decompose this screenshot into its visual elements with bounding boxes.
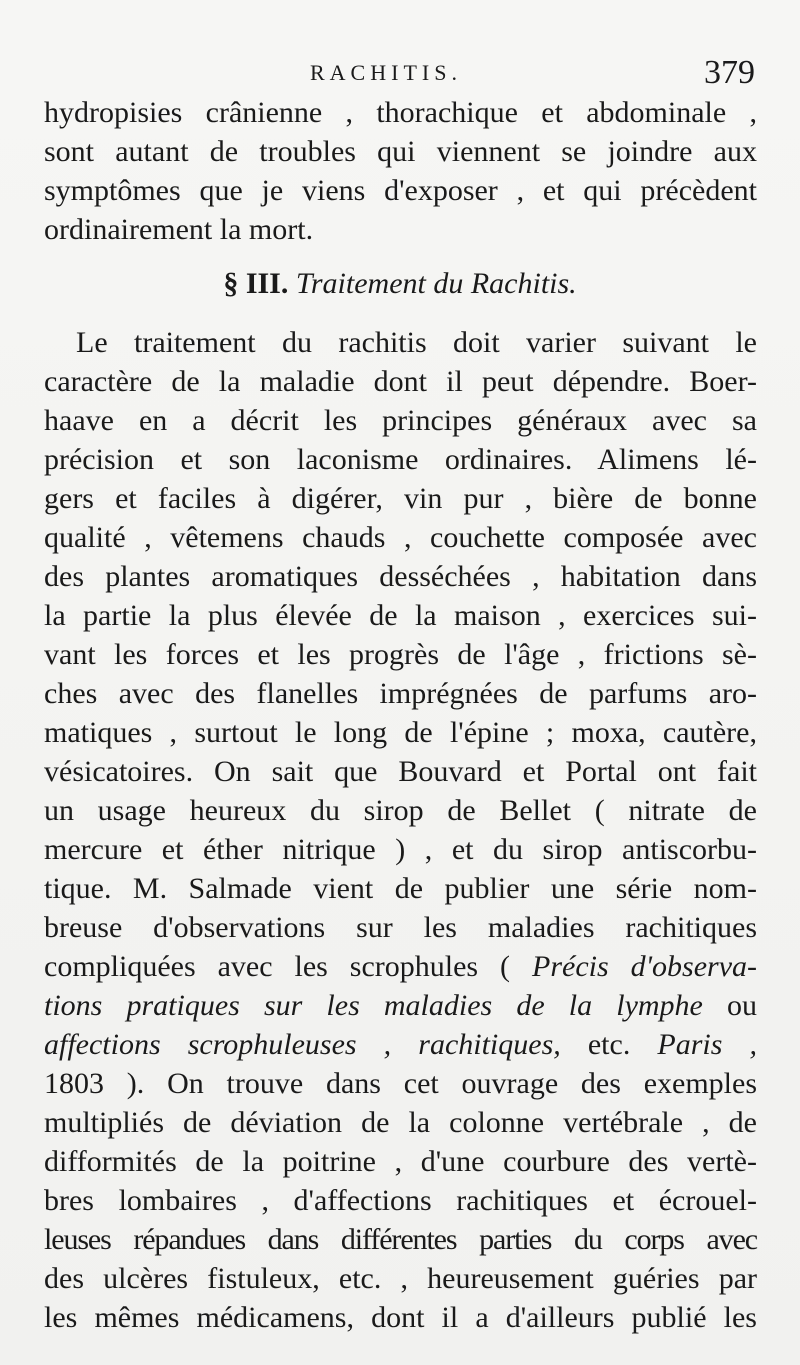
text-line: tique. M. Salmade vient de publier une série nom- — [44, 872, 757, 905]
text-line: breuse d'observations sur les maladies rachitiques — [44, 911, 757, 944]
text-line: hydropisies crânienne , thorachique et abdominale , — [44, 96, 757, 129]
text-line: des ulcères fistuleux, etc. , heureusement guéries par — [44, 1262, 757, 1295]
text-line: sont autant de troubles qui viennent se joindre aux — [44, 135, 757, 168]
page-number: 379 — [704, 54, 755, 91]
section-number: § III. — [223, 267, 289, 300]
text-line: matiques , surtout le long de l'épine ; moxa, cautère, — [44, 716, 757, 749]
section-title: Traitement du Rachitis. — [295, 267, 577, 300]
citation-title: Précis d'observa- — [532, 950, 758, 983]
citation-place: Paris , — [657, 1028, 758, 1061]
text-line: symptômes que je viens d'exposer , et qui précèdent — [44, 174, 757, 207]
text-line — [44, 987, 757, 1025]
running-title: RACHITIS. — [310, 60, 462, 85]
text-line — [44, 1026, 757, 1064]
citation-title: tions pratiques sur les maladies de la lymphe — [44, 989, 703, 1022]
line-text: etc. — [587, 1028, 631, 1061]
line-text: ou — [727, 989, 758, 1022]
text-line — [44, 948, 757, 986]
text-line: un usage heureux du sirop de Bellet ( nitrate de — [44, 794, 757, 827]
text-line: ches avec des flanelles imprégnées de parfums aro- — [44, 677, 757, 710]
text-line: qualité , vêtemens chauds , couchette composée avec — [44, 521, 757, 554]
text-line: ordinairement la mort. — [44, 213, 314, 246]
text-line: les mêmes médicamens, dont il a d'ailleurs publié les — [44, 1301, 757, 1334]
text-line: vésicatoires. On sait que Bouvard et Portal ont fait — [44, 755, 757, 788]
text-line: multipliés de déviation de la colonne vertébrale , de — [44, 1106, 757, 1139]
text-line: gers et faciles à digérer, vin pur , bière de bonne — [44, 482, 757, 515]
text-line: haave en a décrit les principes généraux avec sa — [44, 404, 757, 437]
text-line: précision et son laconisme ordinaires. Alimens lé- — [44, 443, 757, 476]
paragraph-first-line: Le traitement du rachitis doit varier suivant le — [76, 326, 757, 359]
text-line: 1803 ). On trouve dans cet ouvrage des exemples — [44, 1067, 757, 1100]
text-line: des plantes aromatiques desséchées , habitation dans — [44, 560, 757, 593]
text-line: leuses répandues dans différentes parties du corps avec — [44, 1223, 757, 1256]
citation-title: affections scrophuleuses , rachitiques, — [44, 1028, 561, 1061]
text-line: mercure et éther nitrique ) , et du sirop antiscorbu- — [44, 833, 757, 866]
line-text: compliquées avec les scrophules ( — [44, 950, 511, 983]
text-line: la partie la plus élevée de la maison , exercices sui- — [44, 599, 757, 632]
text-line: difformités de la poitrine , d'une courbure des vertè- — [44, 1145, 757, 1178]
text-line: bres lombaires , d'affections rachitiques et écrouel- — [44, 1184, 757, 1217]
text-line: vant les forces et les progrès de l'âge , frictions sè- — [44, 638, 757, 671]
text-line: caractère de la maladie dont il peut dépendre. Boer- — [44, 365, 757, 398]
running-head — [0, 54, 800, 94]
section-heading — [0, 265, 800, 303]
